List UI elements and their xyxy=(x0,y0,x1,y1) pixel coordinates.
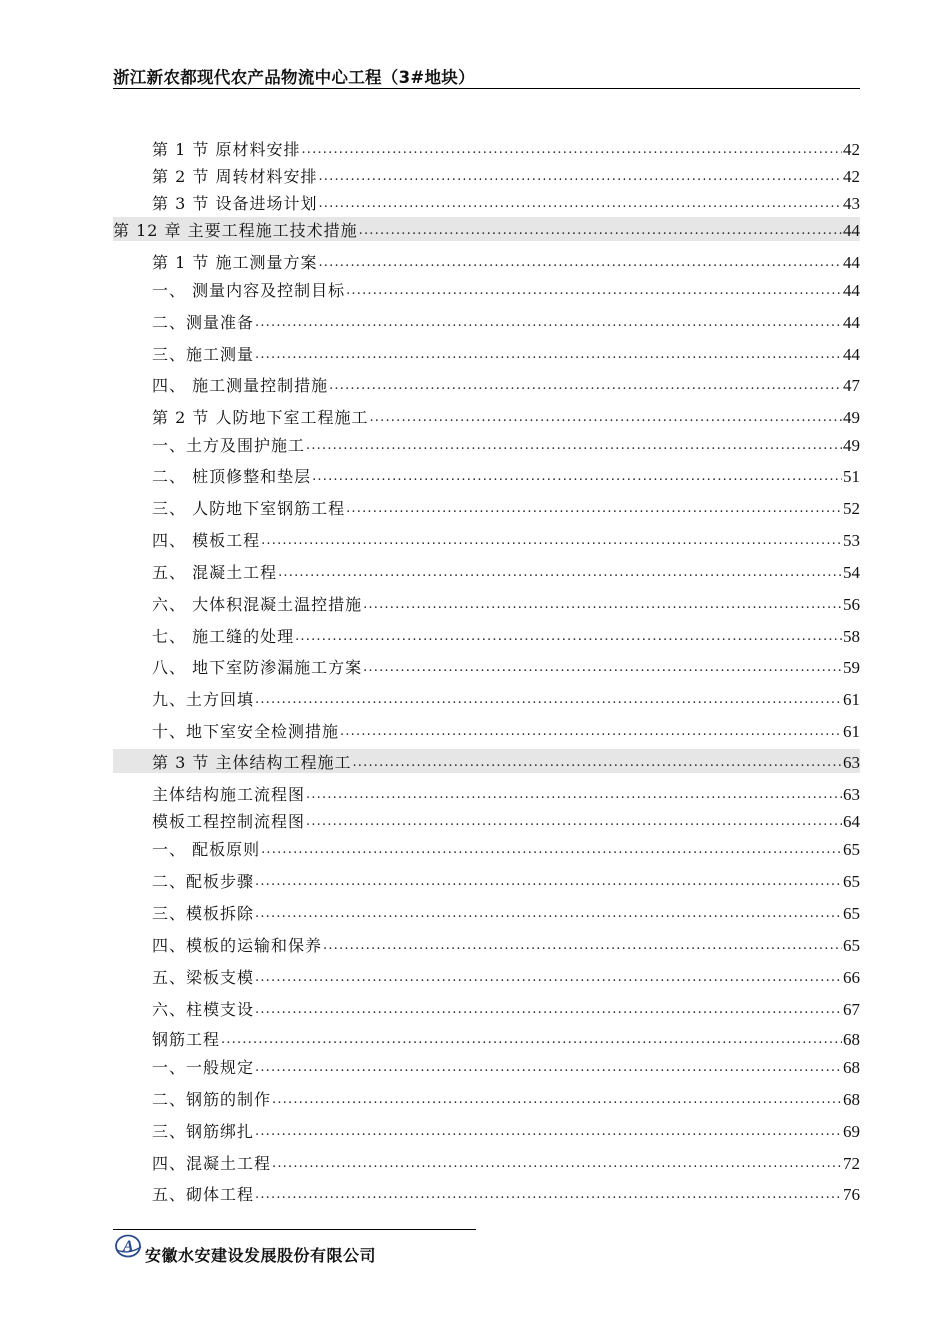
toc-entry-label: 五、砌体工程 xyxy=(152,1185,255,1204)
toc-page-number: 65 xyxy=(843,840,860,859)
toc-page-number: 72 xyxy=(843,1154,860,1173)
toc-entry-label: 第 3 节 设备进场计划 xyxy=(152,194,318,213)
toc-entry[interactable] xyxy=(152,808,860,832)
toc-leader-dots xyxy=(323,936,842,956)
toc-entry-label: 第 3 节 主体结构工程施工 xyxy=(152,753,352,772)
toc-leader-dots xyxy=(306,812,842,832)
toc-page-number: 42 xyxy=(843,140,860,159)
toc-page-number: 66 xyxy=(843,968,860,987)
toc-page-number: 61 xyxy=(843,690,860,709)
toc-entry[interactable] xyxy=(152,372,860,396)
toc-entry-label: 一、一般规定 xyxy=(152,1058,255,1077)
toc-leader-dots xyxy=(318,253,842,273)
toc-leader-dots xyxy=(255,690,842,710)
toc-page-number: 69 xyxy=(843,1122,860,1141)
toc-entry[interactable] xyxy=(152,591,860,615)
toc-entry-label: 一、 配板原则 xyxy=(152,840,261,859)
toc-entry-label: 二、 桩顶修整和垫层 xyxy=(152,467,312,486)
toc-page-number: 68 xyxy=(843,1090,860,1109)
toc-entry[interactable] xyxy=(152,341,860,365)
toc-entry[interactable] xyxy=(152,1026,860,1050)
toc-leader-dots xyxy=(255,345,842,365)
toc-page-number: 52 xyxy=(843,499,860,518)
toc-entry-label: 三、钢筋绑扎 xyxy=(152,1122,255,1141)
toc-entry[interactable] xyxy=(152,249,860,273)
toc-page-number: 53 xyxy=(843,531,860,550)
toc-entry[interactable] xyxy=(152,1181,860,1205)
toc-entry[interactable] xyxy=(152,900,860,924)
toc-entry[interactable] xyxy=(152,432,860,456)
toc-entry-label: 五、梁板支模 xyxy=(152,968,255,987)
company-logo-icon xyxy=(114,1234,144,1258)
toc-entry-label: 六、柱模支设 xyxy=(152,1000,255,1019)
toc-entry-label: 三、 人防地下室钢筋工程 xyxy=(152,499,346,518)
toc-leader-dots xyxy=(318,167,842,187)
toc-page-number: 56 xyxy=(843,595,860,614)
toc-entry[interactable] xyxy=(113,217,860,241)
toc-entry-label: 模板工程控制流程图 xyxy=(152,812,306,831)
toc-page-number: 44 xyxy=(843,253,860,272)
document-title: 浙江新农都现代农产品物流中心工程（3#地块） xyxy=(113,68,475,87)
toc-page-number: 61 xyxy=(843,722,860,741)
toc-entry-label: 主体结构施工流程图 xyxy=(152,785,306,804)
toc-entry[interactable] xyxy=(152,1150,860,1174)
toc-leader-dots xyxy=(221,1030,842,1050)
toc-entry[interactable] xyxy=(152,404,860,428)
toc-leader-dots xyxy=(369,408,842,428)
toc-entry-label: 七、 施工缝的处理 xyxy=(152,627,295,646)
footer-company-name: 安徽水安建设发展股份有限公司 xyxy=(145,1246,377,1265)
toc-leader-dots xyxy=(255,1185,842,1205)
toc-entry[interactable] xyxy=(152,836,860,860)
toc-entry[interactable] xyxy=(152,686,860,710)
toc-entry-label: 二、测量准备 xyxy=(152,313,255,332)
toc-leader-dots xyxy=(346,281,842,301)
toc-leader-dots xyxy=(301,140,842,160)
toc-entry-label: 第 2 节 人防地下室工程施工 xyxy=(152,408,369,427)
toc-page-number: 44 xyxy=(843,345,860,364)
toc-leader-dots xyxy=(261,531,842,551)
toc-leader-dots xyxy=(306,785,842,805)
toc-leader-dots xyxy=(363,595,842,615)
toc-leader-dots xyxy=(318,194,842,214)
toc-entry[interactable] xyxy=(152,781,860,805)
toc-entry[interactable] xyxy=(152,996,860,1020)
toc-entry-label: 十、地下室安全检测措施 xyxy=(152,722,340,741)
toc-leader-dots xyxy=(329,376,842,396)
toc-leader-dots xyxy=(359,221,842,241)
toc-entry[interactable] xyxy=(152,163,860,187)
toc-entry[interactable] xyxy=(152,495,860,519)
toc-leader-dots xyxy=(295,627,842,647)
toc-entry-label: 六、 大体积混凝土温控措施 xyxy=(152,595,363,614)
toc-leader-dots xyxy=(306,436,842,456)
toc-page-number: 65 xyxy=(843,872,860,891)
toc-leader-dots xyxy=(312,467,842,487)
toc-entry[interactable] xyxy=(152,932,860,956)
toc-entry[interactable] xyxy=(152,964,860,988)
toc-entry[interactable] xyxy=(152,527,860,551)
toc-leader-dots xyxy=(255,872,842,892)
toc-entry[interactable] xyxy=(152,463,860,487)
toc-entry-label: 第 12 章 主要工程施工技术措施 xyxy=(113,221,358,240)
toc-page-number: 68 xyxy=(843,1030,860,1049)
toc-entry-label: 二、配板步骤 xyxy=(152,872,255,891)
toc-leader-dots xyxy=(352,753,842,773)
toc-page-number: 58 xyxy=(843,627,860,646)
toc-leader-dots xyxy=(278,563,842,583)
toc-leader-dots xyxy=(255,1058,842,1078)
toc-entry-label: 二、钢筋的制作 xyxy=(152,1090,272,1109)
toc-page-number: 63 xyxy=(843,785,860,804)
toc-entry[interactable] xyxy=(113,749,860,773)
toc-page-number: 47 xyxy=(843,376,860,395)
toc-page-number: 44 xyxy=(843,313,860,332)
toc-page-number: 43 xyxy=(843,194,860,213)
toc-leader-dots xyxy=(272,1154,842,1174)
toc-entry-label: 八、 地下室防渗漏施工方案 xyxy=(152,658,363,677)
toc-leader-dots xyxy=(255,904,842,924)
toc-page-number: 44 xyxy=(843,221,860,240)
toc-entry-label: 一、 测量内容及控制目标 xyxy=(152,281,346,300)
toc-leader-dots xyxy=(340,722,842,742)
toc-page-number: 76 xyxy=(843,1185,860,1204)
toc-entry[interactable] xyxy=(152,136,860,160)
toc-page-number: 54 xyxy=(843,563,860,582)
svg-text:A: A xyxy=(123,1238,134,1255)
toc-leader-dots xyxy=(346,499,842,519)
toc-entry[interactable] xyxy=(152,623,860,647)
toc-entry-label: 一、土方及围护施工 xyxy=(152,436,306,455)
toc-page-number: 42 xyxy=(843,167,860,186)
footer-divider xyxy=(113,1229,476,1230)
toc-leader-dots xyxy=(261,840,842,860)
toc-entry[interactable] xyxy=(152,718,860,742)
toc-entry[interactable] xyxy=(152,1054,860,1078)
toc-entry[interactable] xyxy=(152,277,860,301)
toc-page-number: 49 xyxy=(843,408,860,427)
page-header xyxy=(113,62,860,89)
toc-entry[interactable] xyxy=(152,309,860,333)
toc-page-number: 68 xyxy=(843,1058,860,1077)
toc-leader-dots xyxy=(272,1090,842,1110)
toc-entry[interactable] xyxy=(152,654,860,678)
toc-entry-label: 四、模板的运输和保养 xyxy=(152,936,323,955)
toc-entry-label: 九、土方回填 xyxy=(152,690,255,709)
toc-entry[interactable] xyxy=(152,559,860,583)
toc-page-number: 59 xyxy=(843,658,860,677)
toc-entry-label: 五、 混凝土工程 xyxy=(152,563,278,582)
toc-page-number: 49 xyxy=(843,436,860,455)
toc-page-number: 65 xyxy=(843,904,860,923)
toc-leader-dots xyxy=(363,658,842,678)
toc-entry-label: 第 1 节 施工测量方案 xyxy=(152,253,318,272)
toc-leader-dots xyxy=(255,1000,842,1020)
toc-entry-label: 四、混凝土工程 xyxy=(152,1154,272,1173)
toc-page-number: 64 xyxy=(843,812,860,831)
toc-leader-dots xyxy=(255,1122,842,1142)
toc-entry[interactable] xyxy=(152,868,860,892)
toc-entry-label: 四、 施工测量控制措施 xyxy=(152,376,329,395)
toc-page-number: 65 xyxy=(843,936,860,955)
toc-entry[interactable] xyxy=(152,1118,860,1142)
toc-leader-dots xyxy=(255,968,842,988)
toc-entry-label: 三、施工测量 xyxy=(152,345,255,364)
toc-page-number: 44 xyxy=(843,281,860,300)
toc-leader-dots xyxy=(255,313,842,333)
toc-entry-label: 第 1 节 原材料安排 xyxy=(152,140,301,159)
toc-entry-label: 四、 模板工程 xyxy=(152,531,261,550)
toc-page-number: 67 xyxy=(843,1000,860,1019)
toc-entry-label: 三、模板拆除 xyxy=(152,904,255,923)
toc-page-number: 63 xyxy=(843,753,860,772)
toc-entry[interactable] xyxy=(152,190,860,214)
toc-entry-label: 钢筋工程 xyxy=(152,1030,221,1049)
toc-entry[interactable] xyxy=(152,1086,860,1110)
toc-entry-label: 第 2 节 周转材料安排 xyxy=(152,167,318,186)
toc-page-number: 51 xyxy=(843,467,860,486)
